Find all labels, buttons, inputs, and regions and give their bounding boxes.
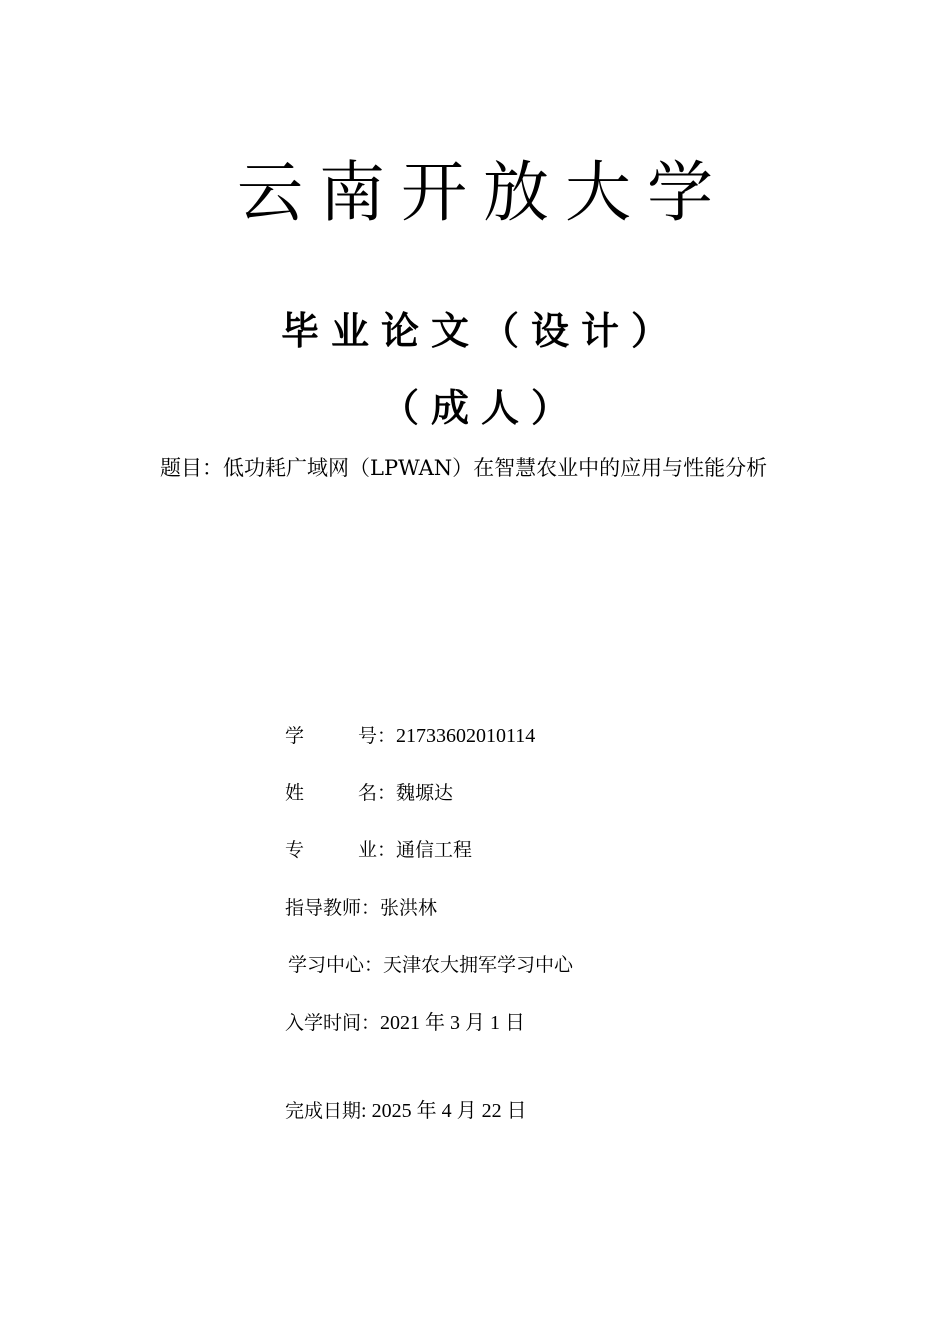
student-id-row — [285, 721, 535, 751]
completion-date-label: 完成日期 — [285, 1100, 362, 1122]
advisor-label: 指导教师 — [285, 897, 362, 919]
enrollment-date-colon: ： — [361, 1012, 381, 1034]
completion-date-row — [285, 1096, 527, 1126]
study-center-colon: ： — [364, 954, 384, 976]
student-id-colon: ： — [377, 725, 397, 747]
enrollment-date-row — [285, 1008, 525, 1038]
student-id-label: 学 号 — [285, 725, 377, 747]
advisor-value: 张洪林 — [380, 897, 438, 919]
thesis-type-heading: 毕业论文（设计） — [280, 309, 681, 353]
advisor-colon: ： — [361, 897, 381, 919]
student-name-row — [285, 778, 453, 808]
study-center-row — [288, 950, 573, 980]
university-name: 云南开放大学 — [237, 154, 729, 231]
student-name-value: 魏塬达 — [396, 782, 454, 804]
major-row — [285, 835, 472, 865]
completion-date-colon: : — [361, 1100, 367, 1122]
thesis-title: 低功耗广域网（LPWAN）在智慧农业中的应用与性能分析 — [223, 456, 768, 480]
student-name-label: 姓 名 — [285, 782, 377, 804]
student-name-colon: ： — [377, 782, 397, 804]
advisor-row — [285, 893, 437, 923]
category-heading: （成人） — [380, 386, 581, 430]
student-id-value: 21733602010114 — [396, 725, 536, 747]
major-label: 专 业 — [285, 839, 377, 861]
study-center-label: 学习中心 — [288, 954, 365, 976]
study-center-value: 天津农大拥军学习中心 — [383, 954, 574, 976]
major-colon: ： — [377, 839, 397, 861]
enrollment-date-value: 2021 年 3 月 1 日 — [380, 1012, 526, 1034]
thesis-title-line — [160, 452, 940, 484]
major-value: 通信工程 — [396, 839, 473, 861]
title-label: 题目： — [160, 456, 223, 480]
completion-date-value: 2025 年 4 月 22 日 — [366, 1100, 527, 1122]
enrollment-date-label: 入学时间 — [285, 1012, 362, 1034]
